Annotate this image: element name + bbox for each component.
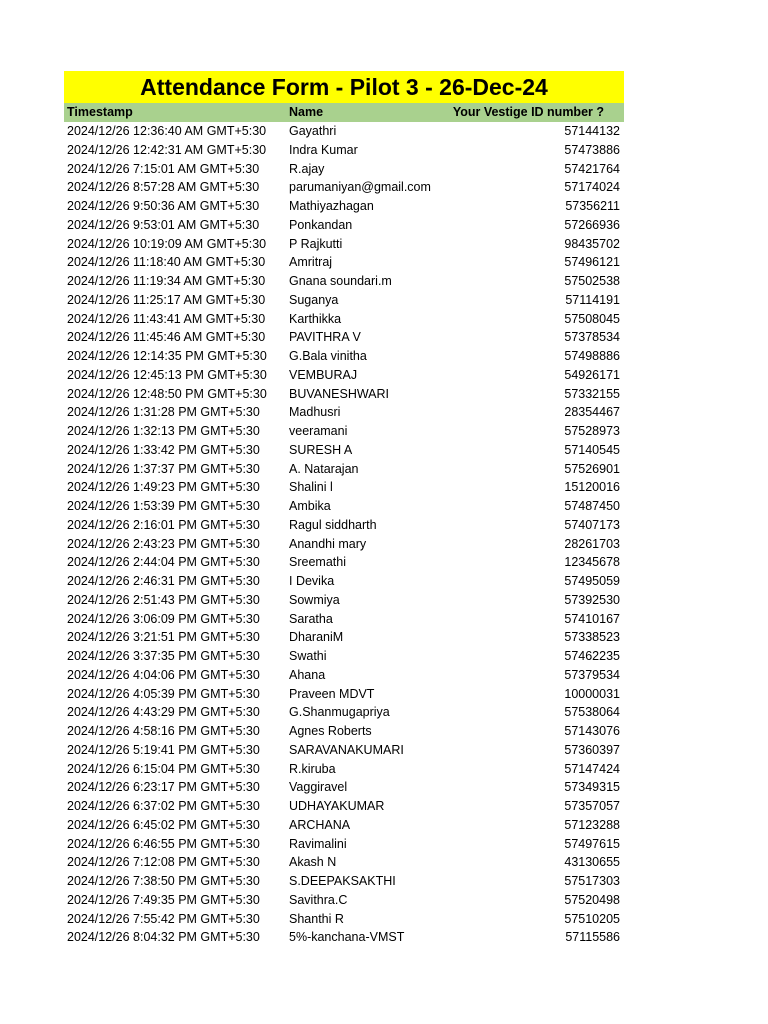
row-vestige-id: 57517303 — [564, 874, 620, 888]
row-vestige-id: 57357057 — [564, 799, 620, 813]
row-vestige-id: 57338523 — [564, 630, 620, 645]
row-name: Amritraj — [289, 255, 333, 270]
table-row — [64, 797, 624, 816]
row-timestamp: 2024/12/26 2:51:43 PM GMT+5:30 — [67, 592, 260, 607]
row-vestige-id: 57379534 — [564, 667, 620, 682]
row-timestamp: 2024/12/26 4:04:06 PM GMT+5:30 — [67, 667, 260, 682]
row-vestige-id: 57123288 — [564, 817, 620, 832]
row-name: VEMBURAJ — [289, 367, 358, 382]
row-name: Ahana — [289, 667, 326, 682]
row-timestamp: 2024/12/26 11:18:40 AM GMT+5:30 — [67, 255, 266, 270]
row-name: Mathiyazhagan — [289, 199, 374, 213]
row-vestige-id: 28354467 — [564, 405, 620, 420]
table-row — [64, 141, 624, 160]
row-name: Saratha — [289, 611, 333, 626]
row-timestamp: 2024/12/26 9:50:36 AM GMT+5:30 — [67, 199, 260, 213]
row-vestige-id: 57407173 — [564, 517, 620, 532]
table-row — [64, 853, 624, 872]
row-timestamp: 2024/12/26 1:32:13 PM GMT+5:30 — [67, 424, 260, 438]
row-vestige-id: 57520498 — [564, 892, 620, 907]
row-name: G.Shanmugapriya — [289, 705, 390, 720]
row-name: Ponkandan — [289, 217, 353, 232]
row-vestige-id: 57332155 — [564, 386, 620, 401]
row-name: Agnes Roberts — [289, 724, 372, 738]
table-row — [64, 928, 624, 947]
header-timestamp: Timestamp — [67, 105, 133, 119]
table-row — [64, 422, 624, 441]
row-timestamp: 2024/12/26 3:06:09 PM GMT+5:30 — [67, 611, 260, 626]
table-row — [64, 441, 624, 460]
row-vestige-id: 57510205 — [564, 911, 620, 926]
row-timestamp: 2024/12/26 11:19:34 AM GMT+5:30 — [67, 274, 266, 288]
row-name: PAVITHRA V — [289, 330, 361, 345]
row-name: Karthikka — [289, 311, 342, 326]
row-name: Ravimalini — [289, 836, 347, 851]
header-name: Name — [289, 105, 324, 119]
table-row — [64, 347, 624, 366]
attendance-sheet — [64, 71, 624, 947]
row-vestige-id: 57462235 — [564, 649, 620, 663]
row-vestige-id: 57140545 — [564, 442, 620, 457]
row-vestige-id: 57174024 — [564, 180, 620, 195]
row-name: ARCHANA — [289, 817, 351, 832]
table-row — [64, 516, 624, 535]
row-name: R.ajay — [289, 161, 325, 176]
row-name: Sowmiya — [289, 592, 340, 607]
table-row — [64, 160, 624, 179]
table-row — [64, 385, 624, 404]
table-row — [64, 216, 624, 235]
row-vestige-id: 57144132 — [564, 124, 620, 138]
row-name: Gnana soundari.m — [289, 274, 392, 288]
row-timestamp: 2024/12/26 6:23:17 PM GMT+5:30 — [67, 780, 260, 795]
table-row — [64, 910, 624, 929]
row-timestamp: 2024/12/26 5:19:41 PM GMT+5:30 — [67, 742, 260, 757]
row-timestamp: 2024/12/26 9:53:01 AM GMT+5:30 — [67, 217, 260, 232]
row-vestige-id: 57502538 — [564, 274, 620, 288]
row-vestige-id: 57147424 — [564, 761, 620, 776]
row-vestige-id: 57410167 — [564, 611, 620, 626]
row-name: Vaggiravel — [289, 780, 348, 795]
row-vestige-id: 57392530 — [564, 592, 620, 607]
table-row — [64, 628, 624, 647]
table-row — [64, 535, 624, 554]
row-vestige-id: 57421764 — [564, 161, 620, 176]
table-row — [64, 647, 624, 666]
row-name: Madhusri — [289, 405, 341, 420]
row-timestamp: 2024/12/26 8:57:28 AM GMT+5:30 — [67, 180, 260, 195]
row-name: Suganya — [289, 292, 339, 307]
row-vestige-id: 57528973 — [564, 424, 620, 438]
table-row — [64, 553, 624, 572]
row-vestige-id: 57526901 — [564, 461, 620, 476]
row-timestamp: 2024/12/26 6:45:02 PM GMT+5:30 — [67, 817, 260, 832]
row-timestamp: 2024/12/26 7:38:50 PM GMT+5:30 — [67, 874, 260, 888]
row-vestige-id: 54926171 — [564, 367, 620, 382]
row-vestige-id: 57508045 — [564, 311, 620, 326]
table-row — [64, 703, 624, 722]
row-vestige-id: 57487450 — [564, 499, 620, 513]
row-vestige-id: 57349315 — [564, 780, 620, 795]
row-name: Shalini l — [289, 480, 333, 495]
row-timestamp: 2024/12/26 1:49:23 PM GMT+5:30 — [67, 480, 260, 495]
row-timestamp: 2024/12/26 4:05:39 PM GMT+5:30 — [67, 686, 260, 701]
row-vestige-id: 57115586 — [565, 930, 620, 945]
row-timestamp: 2024/12/26 12:45:13 PM GMT+5:30 — [67, 367, 267, 382]
row-name: Sreemathi — [289, 555, 346, 570]
row-timestamp: 2024/12/26 10:19:09 AM GMT+5:30 — [67, 236, 267, 251]
row-name: SURESH A — [289, 442, 353, 457]
column-header-row — [64, 103, 624, 122]
row-vestige-id: 57143076 — [564, 724, 620, 738]
row-timestamp: 2024/12/26 7:12:08 PM GMT+5:30 — [67, 855, 260, 870]
table-row — [64, 366, 624, 385]
row-timestamp: 2024/12/26 8:04:32 PM GMT+5:30 — [67, 930, 260, 945]
row-timestamp: 2024/12/26 11:45:46 AM GMT+5:30 — [67, 330, 266, 345]
row-name: Akash N — [289, 855, 337, 870]
row-vestige-id: 57497615 — [564, 836, 620, 851]
row-timestamp: 2024/12/26 1:53:39 PM GMT+5:30 — [67, 499, 260, 513]
row-timestamp: 2024/12/26 12:42:31 AM GMT+5:30 — [67, 142, 267, 157]
table-row — [64, 253, 624, 272]
row-timestamp: 2024/12/26 12:36:40 AM GMT+5:30 — [67, 124, 267, 138]
table-row — [64, 460, 624, 479]
row-timestamp: 2024/12/26 1:33:42 PM GMT+5:30 — [67, 442, 260, 457]
row-vestige-id: 57360397 — [564, 742, 620, 757]
row-name: Indra Kumar — [289, 142, 358, 157]
row-name: Swathi — [289, 649, 327, 663]
row-name: Ragul siddharth — [289, 517, 377, 532]
row-name: Praveen MDVT — [289, 686, 375, 701]
table-row — [64, 891, 624, 910]
row-timestamp: 2024/12/26 4:58:16 PM GMT+5:30 — [67, 724, 260, 738]
table-row — [64, 328, 624, 347]
row-timestamp: 2024/12/26 1:31:28 PM GMT+5:30 — [67, 405, 260, 420]
table-row — [64, 722, 624, 741]
row-vestige-id: 28261703 — [564, 536, 620, 551]
row-vestige-id: 57114191 — [565, 292, 620, 307]
table-row — [64, 835, 624, 854]
row-timestamp: 2024/12/26 12:48:50 PM GMT+5:30 — [67, 386, 267, 401]
table-row — [64, 122, 624, 141]
row-vestige-id: 15120016 — [564, 480, 620, 495]
row-vestige-id: 57496121 — [564, 255, 620, 270]
table-row — [64, 741, 624, 760]
table-row — [64, 666, 624, 685]
table-row — [64, 572, 624, 591]
table-row — [64, 816, 624, 835]
row-vestige-id: 98435702 — [564, 236, 620, 251]
row-timestamp: 2024/12/26 6:46:55 PM GMT+5:30 — [67, 836, 260, 851]
table-row — [64, 778, 624, 797]
row-timestamp: 2024/12/26 2:16:01 PM GMT+5:30 — [67, 517, 260, 532]
row-timestamp: 2024/12/26 2:46:31 PM GMT+5:30 — [67, 574, 260, 588]
row-vestige-id: 10000031 — [564, 686, 620, 701]
row-name: SARAVANAKUMARI — [289, 742, 404, 757]
row-name: R.kiruba — [289, 761, 336, 776]
table-row — [64, 497, 624, 516]
row-timestamp: 2024/12/26 11:25:17 AM GMT+5:30 — [67, 292, 266, 307]
table-row — [64, 310, 624, 329]
header-vestige-id: Your Vestige ID number ? — [452, 105, 604, 119]
row-name: Gayathri — [289, 124, 337, 138]
row-timestamp: 2024/12/26 1:37:37 PM GMT+5:30 — [67, 461, 260, 476]
table-row — [64, 403, 624, 422]
row-name: P Rajkutti — [289, 236, 343, 251]
row-timestamp: 2024/12/26 7:15:01 AM GMT+5:30 — [67, 161, 260, 176]
row-name: BUVANESHWARI — [289, 386, 390, 401]
row-timestamp: 2024/12/26 12:14:35 PM GMT+5:30 — [67, 349, 267, 363]
sheet-title: Attendance Form - Pilot 3 - 26-Dec-24 — [64, 71, 624, 103]
table-row — [64, 685, 624, 704]
row-timestamp: 2024/12/26 2:43:23 PM GMT+5:30 — [67, 536, 260, 551]
table-row — [64, 760, 624, 779]
row-name: I Devika — [289, 574, 335, 588]
table-row — [64, 272, 624, 291]
row-timestamp: 2024/12/26 4:43:29 PM GMT+5:30 — [67, 705, 260, 720]
row-name: S.DEEPAKSAKTHI — [289, 874, 396, 888]
row-vestige-id: 57495059 — [564, 574, 620, 588]
row-name: Anandhi mary — [289, 536, 367, 551]
row-timestamp: 2024/12/26 7:49:35 PM GMT+5:30 — [67, 892, 260, 907]
table-row — [64, 291, 624, 310]
table-row — [64, 872, 624, 891]
attendance-rows — [64, 122, 624, 947]
row-vestige-id: 57266936 — [564, 217, 620, 232]
table-row — [64, 478, 624, 497]
row-timestamp: 2024/12/26 3:37:35 PM GMT+5:30 — [67, 649, 260, 663]
row-vestige-id: 12345678 — [564, 555, 620, 570]
row-name: veeramani — [289, 424, 348, 438]
row-timestamp: 2024/12/26 7:55:42 PM GMT+5:30 — [67, 911, 260, 926]
row-vestige-id: 57356211 — [565, 199, 620, 213]
row-name: Savithra.C — [289, 892, 348, 907]
table-row — [64, 197, 624, 216]
row-name: A. Natarajan — [289, 461, 359, 476]
table-row — [64, 235, 624, 254]
row-vestige-id: 57538064 — [564, 705, 620, 720]
row-timestamp: 2024/12/26 6:15:04 PM GMT+5:30 — [67, 761, 260, 776]
row-name: Ambika — [289, 499, 331, 513]
row-vestige-id: 57378534 — [564, 330, 620, 345]
row-name: 5%-kanchana-VMST — [289, 930, 405, 945]
row-name: UDHAYAKUMAR — [289, 799, 385, 813]
row-vestige-id: 57473886 — [564, 142, 620, 157]
row-name: DharaniM — [289, 630, 344, 645]
row-name: parumaniyan@gmail.com — [289, 180, 431, 195]
table-row — [64, 591, 624, 610]
row-timestamp: 2024/12/26 2:44:04 PM GMT+5:30 — [67, 555, 260, 570]
row-vestige-id: 57498886 — [564, 349, 620, 363]
row-timestamp: 2024/12/26 11:43:41 AM GMT+5:30 — [67, 311, 266, 326]
row-vestige-id: 43130655 — [564, 855, 620, 870]
row-name: G.Bala vinitha — [289, 349, 367, 363]
row-timestamp: 2024/12/26 6:37:02 PM GMT+5:30 — [67, 799, 260, 813]
row-name: Shanthi R — [289, 911, 344, 926]
row-timestamp: 2024/12/26 3:21:51 PM GMT+5:30 — [67, 630, 260, 645]
table-row — [64, 610, 624, 629]
table-row — [64, 178, 624, 197]
